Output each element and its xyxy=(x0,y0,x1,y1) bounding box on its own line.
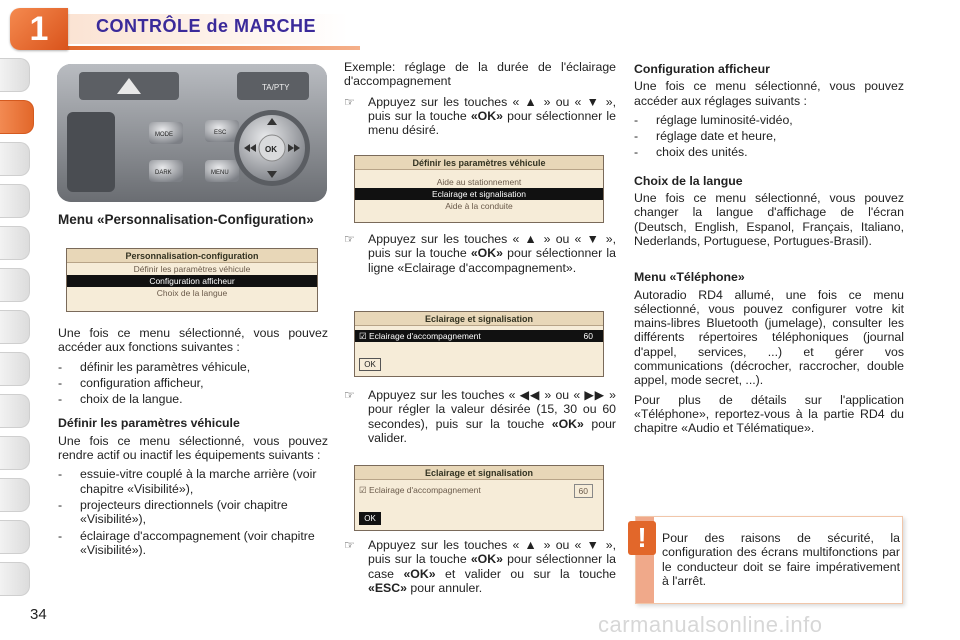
svg-text:ESC: ESC xyxy=(214,130,227,136)
warning-icon: ! xyxy=(628,521,656,555)
chapter-tab[interactable] xyxy=(0,142,30,176)
example-text: Exemple: réglage de la durée de l'éclairage d'accompagnement xyxy=(344,60,616,89)
list-item: - configuration afficheur, xyxy=(58,376,328,390)
list-item: - projecteurs directionnels (voir chapitre «Visibilité»), xyxy=(58,498,328,527)
list-item: - définir les paramètres véhicule, xyxy=(58,360,328,374)
list-item: - choix de la langue. xyxy=(58,392,328,406)
right-column xyxy=(634,62,904,441)
down-arrow-icon: ▼ xyxy=(586,232,601,246)
step-2: ☞ Appuyez sur les touches « ▲ » ou « ▼ », puis sur la touche «OK» pour sélectionner la ligne «Eclairage d'accompagnement». xyxy=(344,232,616,275)
equipment-list xyxy=(58,467,328,557)
up-arrow-icon: ▲ xyxy=(524,538,539,552)
function-list xyxy=(58,360,328,407)
display-config-list xyxy=(634,113,904,160)
down-arrow-icon: ▼ xyxy=(586,94,601,109)
screen-line: ☑ Eclairage d'accompagnement 60 xyxy=(355,484,603,496)
checkbox-icon: ☑ xyxy=(359,485,367,495)
phone-menu-title: Menu «Téléphone» xyxy=(634,270,745,285)
forward-icon: ▶▶ xyxy=(584,388,605,402)
screen-line-selected: ☑ Eclairage d'accompagnement 60 xyxy=(355,330,603,342)
safety-warning-box xyxy=(635,516,903,604)
language-title: Choix de la langue xyxy=(634,173,743,188)
list-item: - essuie-vitre couplé à la marche arrière (voir chapitre «Visibilité»), xyxy=(58,467,328,496)
screen-line-selected: Eclairage et signalisation xyxy=(355,188,603,200)
left-column xyxy=(58,212,328,230)
chapter-tab[interactable] xyxy=(0,352,30,386)
screen-lighting-2 xyxy=(354,465,604,531)
header-underline xyxy=(68,46,360,50)
screen-line: Choix de la langue xyxy=(156,288,228,298)
chapter-tab[interactable] xyxy=(0,58,30,92)
chapter-tab[interactable] xyxy=(0,310,30,344)
list-item: - choix des unités. xyxy=(634,145,904,159)
chapter-number-badge: 1 xyxy=(10,8,68,50)
chapter-tab-active[interactable] xyxy=(0,100,34,134)
ok-box-selected: OK xyxy=(359,512,381,525)
screen-line-selected: Configuration afficheur xyxy=(67,275,317,287)
page-title: CONTRÔLE de MARCHE xyxy=(96,16,316,36)
chapter-tab[interactable] xyxy=(0,436,30,470)
screen-line: Aide à la conduite xyxy=(445,201,513,211)
up-arrow-icon: ▲ xyxy=(524,232,539,246)
page-number: 34 xyxy=(30,606,47,623)
chapter-tab[interactable] xyxy=(0,226,30,260)
ta-button-label: TA/PTY xyxy=(262,83,290,92)
screen-title: Personnalisation-configuration xyxy=(67,249,317,263)
svg-text:MENU: MENU xyxy=(211,170,229,176)
down-arrow-icon: ▼ xyxy=(586,538,601,552)
step-1: ☞ Appuyez sur les touches « ▲ » ou « ▼ », puis sur la touche «OK» pour sélectionner le menu désiré. xyxy=(344,94,616,138)
list-item: - réglage date et heure, xyxy=(634,129,904,143)
hand-icon: ☞ xyxy=(344,538,355,552)
vehicle-section-title: Définir les paramètres véhicule xyxy=(58,416,240,431)
screen-title: Eclairage et signalisation xyxy=(355,466,603,480)
watermark: carmanualsonline.info xyxy=(598,612,823,637)
display-config-title: Configuration afficheur xyxy=(634,62,770,76)
phone-text: Autoradio RD4 allumé, une fois ce menu sélectionné, vous pouvez configurer votre kit mains-libres Bluetooth (jumelage), consulter les différents répertoires téléphoniques (journal d'appel, services, ...) et gérer vos communications (décrocher, raccrocher, double appel, mode secret, ...). xyxy=(634,287,904,388)
chapter-tab[interactable] xyxy=(0,520,30,554)
svg-text:OK: OK xyxy=(265,145,277,154)
list-item: - éclairage d'accompagnement (voir chapitre «Visibilité»). xyxy=(58,529,328,558)
hand-icon: ☞ xyxy=(344,232,355,246)
svg-text:DARK: DARK xyxy=(155,170,172,176)
checkbox-icon: ☑ xyxy=(359,331,367,341)
warning-text: Pour des raisons de sécurité, la configuration des écrans multifonctions par le conducteur doit se faire impérativement à l'arrêt. xyxy=(662,531,900,588)
up-arrow-icon: ▲ xyxy=(524,94,539,109)
chapter-tab[interactable] xyxy=(0,478,30,512)
screen-line: Aide au stationnement xyxy=(436,177,522,187)
middle-step-2 xyxy=(344,232,616,279)
chapter-tab[interactable] xyxy=(0,268,30,302)
screen-line: Définir les paramètres véhicule xyxy=(133,264,251,274)
ok-box: OK xyxy=(359,358,381,371)
screen-vehicle-params xyxy=(354,155,604,223)
vehicle-text: Une fois ce menu sélectionné, vous pouvez rendre actif ou inactif les équipements suivants : xyxy=(58,433,328,463)
screen-personalisation xyxy=(66,248,318,312)
hand-icon: ☞ xyxy=(344,388,355,402)
step-3: ☞ Appuyez sur les touches « ◀◀ » ou « ▶▶ » pour régler la valeur désirée (15, 30 ou 60 secondes), puis sur la touche «OK» pour valider. xyxy=(344,388,616,445)
language-text: Une fois ce menu sélectionné, vous pouvez changer la langue d'affichage de l'écran (Deutsch, English, Espanol, Français, Italiano, Nederlands, Portuguese, Portugues-Brasil). xyxy=(634,191,904,248)
chapter-tab[interactable] xyxy=(0,562,30,596)
middle-column xyxy=(344,60,616,141)
list-item: - réglage luminosité-vidéo, xyxy=(634,113,904,127)
left-column-body xyxy=(58,326,328,559)
middle-step-4 xyxy=(344,538,616,599)
control-panel-illustration xyxy=(57,64,327,202)
display-config-text: Une fois ce menu sélectionné, vous pouvez accéder aux réglages suivants : xyxy=(634,79,904,108)
control-panel-photo xyxy=(57,64,327,202)
hand-icon: ☞ xyxy=(344,94,355,109)
screen-title: Définir les paramètres véhicule xyxy=(355,156,603,170)
phone-text-details: Pour plus de détails sur l'application «Téléphone», reportez-vous à la partie RD4 du chapitre «Audio et Télématique». xyxy=(634,392,904,436)
step-4: ☞ Appuyez sur les touches « ▲ » ou « ▼ », puis sur la touche «OK» pour sélectionner la case «OK» et valider ou sur la touche «ESC» pour annuler. xyxy=(344,538,616,595)
screen-lighting-1 xyxy=(354,311,604,377)
middle-step-3 xyxy=(344,388,616,449)
chapter-tab[interactable] xyxy=(0,394,30,428)
chapter-tab[interactable] xyxy=(0,184,30,218)
intro-text: Une fois ce menu sélectionné, vous pouvez accéder aux fonctions suivantes : xyxy=(58,326,328,355)
svg-text:MODE: MODE xyxy=(155,132,173,138)
screen-title: Eclairage et signalisation xyxy=(355,312,603,326)
rewind-icon: ◀◀ xyxy=(519,388,541,402)
menu-title: Menu «Personnalisation-Configuration» xyxy=(58,212,314,227)
chapter-tab-strip xyxy=(0,0,38,640)
